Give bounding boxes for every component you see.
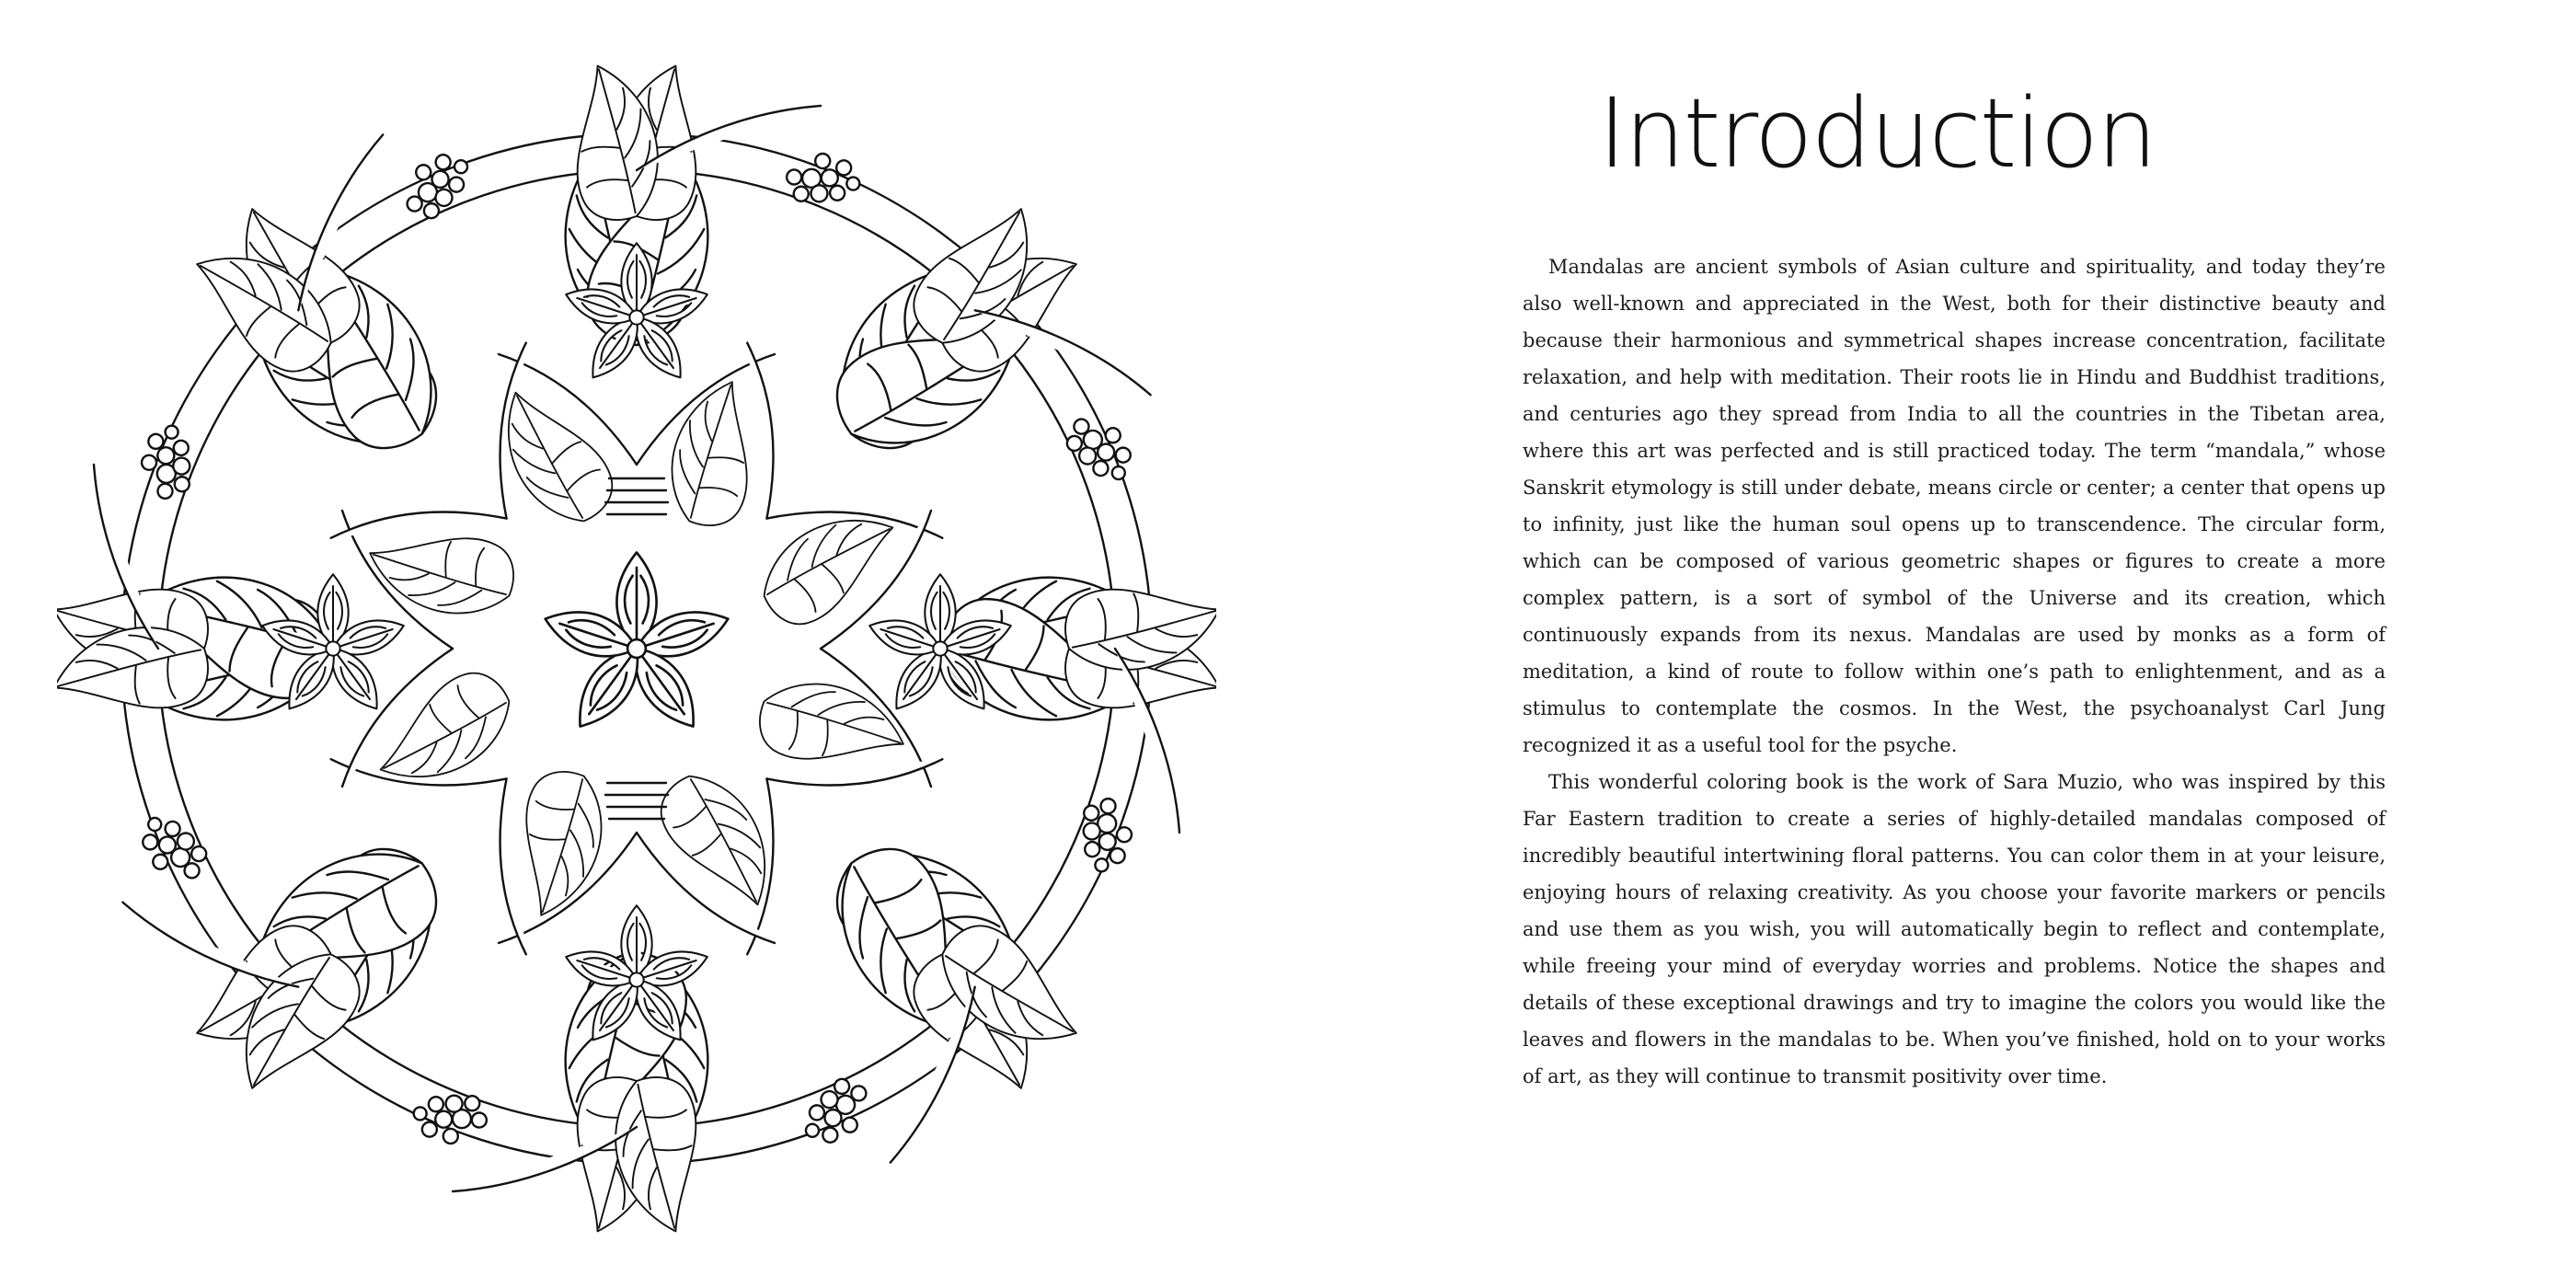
paragraph-2: This wonderful coloring book is the work of Sara Muzio, who was inspired by this Far Eastern tradition to create a series of highly-detailed mandalas composed of incredibly beautiful intertwining floral patterns. You can color them in at your leisure, enjoying hours of relaxing creativity. As you choose your favorite markers or pencils and use them as you wish, you will automatically begin to reflect and contemplate, while freeing your mind of everyday worries and problems. Notice the shapes and details of these exceptional drawings and try to imagine the colors you would like the leaves and flowers in the mandalas to be. When you’ve finished, hold on to your works of art, as they will continue to transmit positivity over time.: [1523, 771, 2386, 1087]
right-page: [1288, 0, 2576, 1288]
page-title: Introduction: [1598, 77, 2156, 190]
paragraph-1: Mandalas are ancient symbols of Asian culture and spirituality, and today they’re also well-known and appreciated in the West, both for their distinctive beauty and because their harmonious and symmetrical shapes increase concentration, facilitate relaxation, and help with meditation. Their roots lie in Hindu and Buddhist traditions, and centuries ago they spread from India to all the countries in the Tibetan area, where this art was perfected and is still practiced today. The term “mandala,” whose Sanskrit etymology is still under debate, means circle or center; a center that opens up to infinity, just like the human soul opens up to transcendence. The circular form, which can be composed of various geometric shapes or figures to create a more complex pattern, is a sort of symbol of the Universe and its creation, which continuously expands from its nexus. Mandalas are used by monks as a form of meditation, a kind of route to follow within one’s path to enlightenment, and as a stimulus to contemplate the cosmos. In the West, the psychoanalyst Carl Jung recognized it as a useful tool for the psyche.: [1523, 256, 2386, 756]
mandala-illustration: [57, 64, 1216, 1233]
introduction-body: [1523, 248, 2386, 1095]
